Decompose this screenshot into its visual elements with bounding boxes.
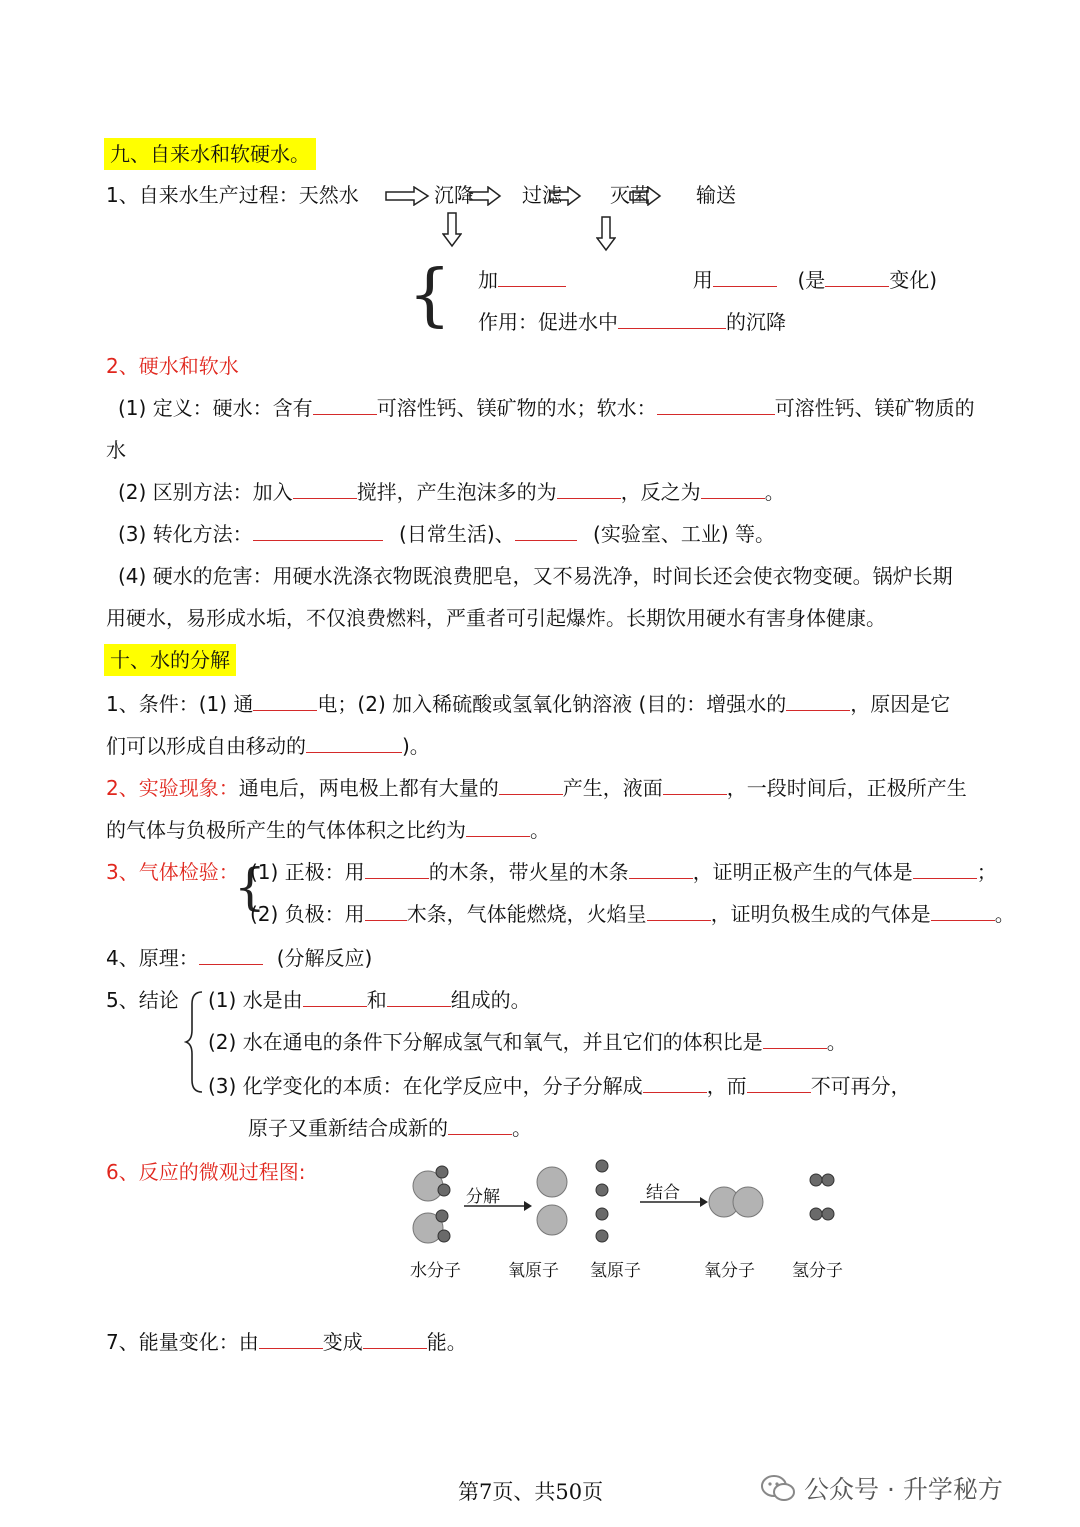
water-molecule: [413, 1210, 450, 1243]
process-step-sterilize: 灭菌: [610, 183, 650, 207]
hard-soft-water-heading: 2、硬水和软水: [106, 354, 239, 378]
oxygen-molecule-label: 氧分子: [704, 1261, 755, 1281]
watermark-text: 公众号 · 升学秘方: [804, 1475, 1003, 1504]
phenomenon-line-1: 2、实验现象：通电后，两电极上都有大量的 产生，液面 ，一段时间后，正极所产生: [106, 776, 967, 800]
micro-process-label: 6、反应的微观过程图:: [106, 1160, 306, 1184]
section-10-title: 十、水的分解: [104, 646, 236, 674]
right-arrow-icon: [468, 186, 504, 206]
gas-test-negative: (2) 负极：用 木条，气体能燃烧，火焰呈 ，证明负极生成的气体是 。: [250, 902, 1015, 926]
wechat-icon: [760, 1473, 796, 1503]
watermark: [760, 1470, 1003, 1506]
sub-line-2: 作用：促进水中 的沉降: [478, 310, 786, 334]
hydrogen-molecule-label: 氢分子: [792, 1261, 843, 1281]
combine-label: 结合: [646, 1183, 680, 1203]
down-arrow-icon: [442, 212, 462, 248]
right-arrow-icon: [384, 186, 432, 206]
gas-test-positive: (1) 正极：用 的木条，带火星的木条 ，证明正极产生的气体是 ；: [250, 860, 997, 884]
definition-line: (1) 定义：硬水：含有 可溶性钙、镁矿物的水；软水： 可溶性钙、镁矿物质的: [118, 396, 975, 420]
brace: {: [408, 256, 452, 335]
conversion-line: (3) 转化方法： (日常生活)、 (实验室、工业) 等。: [118, 522, 775, 546]
water-molecule: [413, 1166, 450, 1201]
phenomenon-line-2: 的气体与负极所产生的气体体积之比约为 。: [106, 818, 550, 842]
distinguish-line: (2) 区别方法：加入 搅拌，产生泡沫多的为 ，反之为 。: [118, 480, 785, 504]
hydrogen-molecule: [810, 1208, 834, 1220]
oxygen-atom: [537, 1167, 567, 1197]
right-arrow-icon: [628, 186, 664, 206]
gas-test-label: 3、气体检验：: [106, 860, 239, 884]
conclusion-label: 5、结论: [106, 988, 179, 1012]
process-step-deliver: 输送: [696, 183, 736, 207]
definition-line-cont: 水: [106, 438, 126, 462]
process-step-filter: 过滤: [522, 183, 562, 207]
hydrogen-atom-label: 氢原子: [590, 1261, 641, 1281]
process-line: 1、自来水生产过程：天然水: [106, 183, 359, 207]
energy-line: 7、能量变化：由 变成 能。: [106, 1330, 467, 1354]
condition-line-2: 们可以形成自由移动的 )。: [106, 734, 430, 758]
section-9-title: 九、自来水和软硬水。: [104, 140, 316, 168]
sub-line-1: 加 用 (是 变化): [478, 268, 938, 292]
process-step-sediment: 沉降: [434, 183, 474, 207]
brace: {: [234, 858, 266, 916]
hydrogen-atom: [596, 1208, 608, 1220]
brace: [184, 990, 208, 1094]
oxygen-atom: [537, 1205, 567, 1235]
hydrogen-atom: [596, 1230, 608, 1242]
conclusion-3-cont: 原子又重新结合成新的 。: [248, 1116, 532, 1140]
hazard-line-2: 用硬水，易形成水垢，不仅浪费燃料，严重者可引起爆炸。长期饮用硬水有害身体健康。: [106, 606, 886, 630]
oxygen-atom-label: 氧原子: [508, 1261, 559, 1281]
conclusion-1: (1) 水是由 和 组成的。: [208, 988, 531, 1012]
page-number: 第7页、共50页: [458, 1480, 604, 1504]
condition-line-1: 1、条件：(1) 通 电；(2) 加入稀硫酸或氢氧化钠溶液 (目的：增强水的 ，原因是它: [106, 692, 951, 716]
hydrogen-molecule: [810, 1174, 834, 1186]
decompose-label: 分解: [466, 1187, 500, 1207]
hydrogen-atom: [596, 1184, 608, 1196]
conclusion-3: (3) 化学变化的本质：在化学反应中，分子分解成 ，而 不可再分，: [208, 1074, 911, 1098]
oxygen-molecule: [709, 1187, 763, 1217]
down-arrow-icon: [596, 216, 616, 252]
arrow-head-icon: [700, 1197, 708, 1207]
right-arrow-icon: [548, 186, 584, 206]
principle-line: 4、原理： (分解反应): [106, 946, 373, 970]
hazard-line-1: (4) 硬水的危害：用硬水洗涤衣物既浪费肥皂，又不易洗净，时间长还会使衣物变硬。锅炉长期: [118, 564, 953, 588]
water-molecule-label: 水分子: [410, 1261, 461, 1281]
conclusion-2: (2) 水在通电的条件下分解成氢气和氧气，并且它们的体积比是 。: [208, 1030, 847, 1054]
arrow-head-icon: [524, 1201, 532, 1211]
hydrogen-atom: [596, 1160, 608, 1172]
